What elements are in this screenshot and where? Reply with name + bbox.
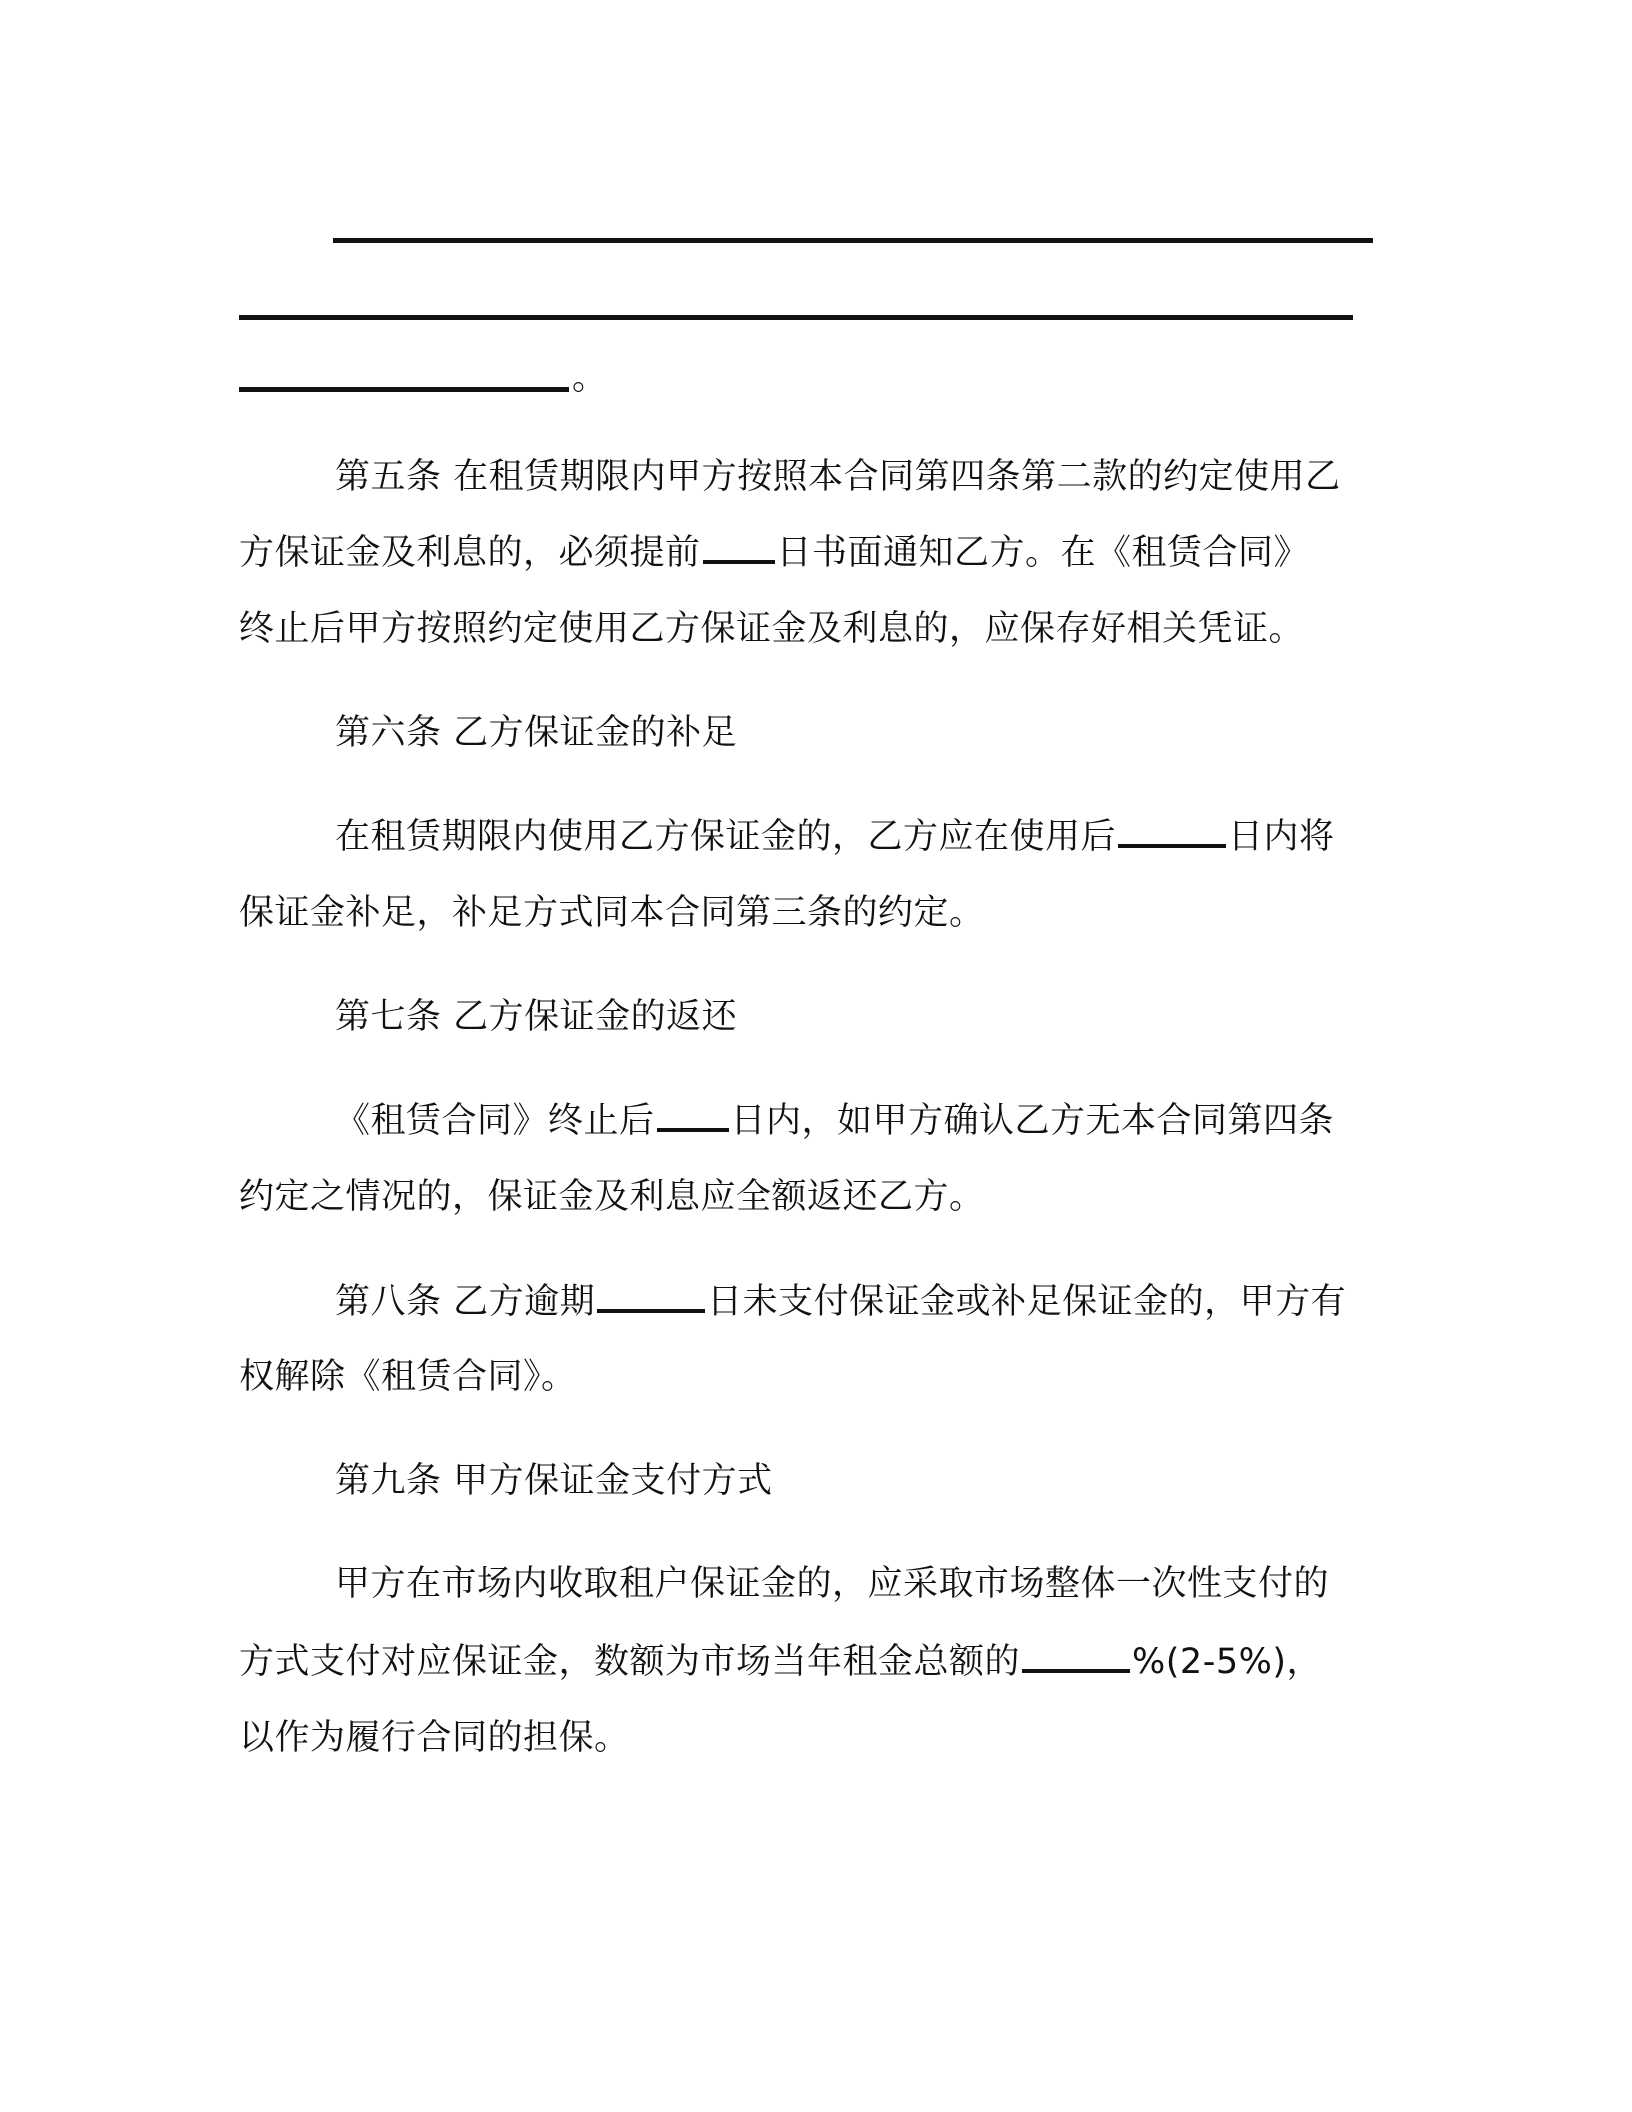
article-7-line-1: 《租赁合同》终止后 日内，如甲方确认乙方无本合同第四条 — [335, 1098, 1334, 1143]
article-8-line-1: 第八条 乙方逾期 日未支付保证金或补足保证金的，甲方有 — [335, 1279, 1346, 1324]
article-5-line-1: 第五条 在租赁期限内甲方按照本合同第四条第二款的约定使用乙 — [335, 457, 1341, 497]
rule-end-period: 。 — [572, 358, 608, 398]
article-6-line-2: 保证金补足，补足方式同本合同第三条的约定。 — [239, 893, 985, 933]
article-9-line-3: 以作为履行合同的担保。 — [239, 1718, 630, 1758]
blank-overdue-days — [597, 1279, 705, 1313]
article-6-line-1: 在租赁期限内使用乙方保证金的，乙方应在使用后 日内将 — [335, 814, 1335, 859]
article-5-line-2: 方保证金及利息的，必须提前 日书面通知乙方。在《租赁合同》 — [239, 530, 1309, 575]
fill-in-rule-3 — [239, 387, 569, 392]
article-8-line-2: 权解除《租赁合同》。 — [239, 1357, 577, 1397]
blank-replenish-days — [1118, 814, 1226, 848]
blank-notice-days — [703, 530, 775, 564]
blank-return-days — [657, 1098, 729, 1132]
article-9-line-2: 方式支付对应保证金，数额为市场当年租金总额的 %(2-5%)， — [239, 1639, 1322, 1684]
fill-in-rule-1 — [333, 238, 1373, 243]
article-6-heading: 第六条 乙方保证金的补足 — [335, 713, 738, 753]
blank-deposit-percent — [1022, 1639, 1130, 1673]
article-9-line-1: 甲方在市场内收取租户保证金的，应采取市场整体一次性支付的 — [335, 1564, 1330, 1604]
article-7-line-2: 约定之情况的，保证金及利息应全额返还乙方。 — [239, 1177, 985, 1217]
article-9-heading: 第九条 甲方保证金支付方式 — [335, 1461, 773, 1501]
article-5-line-3: 终止后甲方按照约定使用乙方保证金及利息的，应保存好相关凭证。 — [239, 609, 1305, 649]
fill-in-rule-2 — [239, 315, 1353, 320]
article-7-heading: 第七条 乙方保证金的返还 — [335, 997, 738, 1037]
